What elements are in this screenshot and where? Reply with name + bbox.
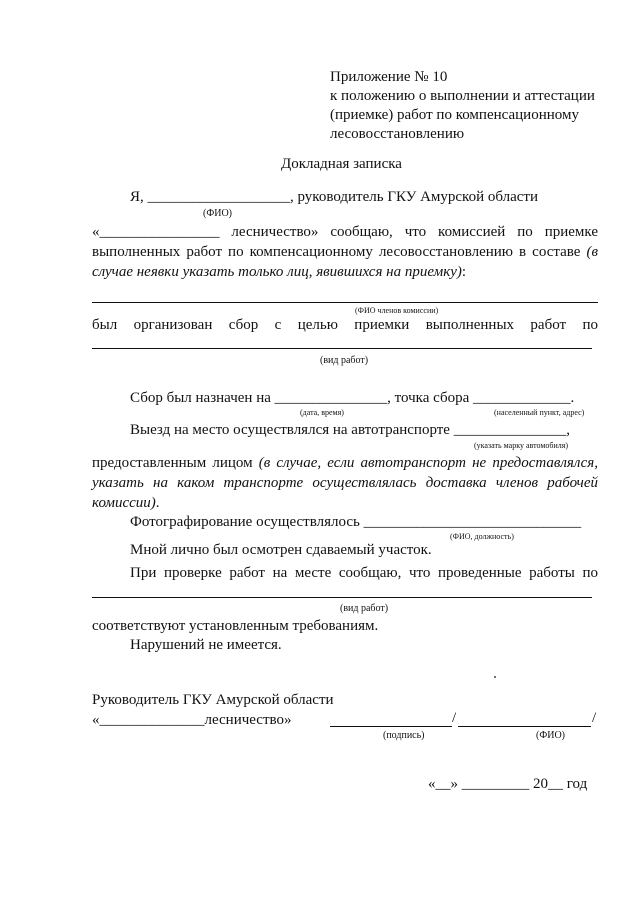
no-violations-line: Нарушений не имеется. bbox=[130, 637, 282, 653]
transport-note-end: комиссии) bbox=[92, 495, 156, 511]
stray-dot bbox=[494, 676, 496, 678]
signature-forestry: «______________лесничество» bbox=[92, 712, 292, 728]
appendix-subtitle-line: (приемке) работ по компенсационному bbox=[330, 107, 579, 123]
transport-note: (в случае, если автотранспорт не предоставлялся, bbox=[258, 455, 598, 471]
intro-line: Я, ___________________, руководитель ГКУ Амурской области bbox=[130, 189, 539, 205]
work-type-field[interactable] bbox=[92, 348, 592, 349]
organized-line: был организован сбор с целью приемки выполненных работ по bbox=[92, 317, 598, 333]
intro-colon: : bbox=[461, 264, 467, 280]
commission-caption: (ФИО членов комиссии) bbox=[355, 306, 439, 315]
work-type-field[interactable] bbox=[92, 597, 592, 598]
signature-fio-field[interactable] bbox=[458, 726, 591, 727]
transport-line bbox=[92, 455, 598, 472]
gathering-line: Сбор был назначен на _______________, точка сбора _____________. bbox=[130, 390, 575, 406]
photo-line: Фотографирование осуществлялось _____________________________ bbox=[130, 514, 582, 530]
appendix-subtitle-line: лесовосстановлению bbox=[330, 126, 465, 142]
appendix-title: Приложение № 10 bbox=[330, 69, 448, 85]
signature-caption: (подпись) bbox=[383, 730, 425, 741]
appendix-subtitle-line: к положению о выполнении и аттестации bbox=[330, 88, 595, 104]
photo-caption: (ФИО, должность) bbox=[450, 532, 514, 541]
document-title: Докладная записка bbox=[281, 156, 402, 172]
work-type-caption: (вид работ) bbox=[340, 603, 389, 614]
transport-note-line bbox=[92, 495, 160, 512]
fio-caption: (ФИО) bbox=[536, 730, 566, 741]
inspected-line: Мной лично был осмотрен сдаваемый участок. bbox=[130, 542, 432, 558]
transport-period: . bbox=[155, 495, 160, 511]
gathering-place-caption: (населенный пункт, адрес) bbox=[494, 408, 585, 417]
date-time-caption: (дата, время) bbox=[300, 408, 344, 417]
compliance-line: соответствуют установленным требованиям. bbox=[92, 618, 379, 634]
signature-field[interactable] bbox=[330, 726, 452, 727]
signature-role: Руководитель ГКУ Амурской области bbox=[92, 692, 334, 708]
intro-line-text: выполненных работ по компенсационному лесовосстановлению в составе bbox=[92, 244, 581, 260]
signature-slash-end: / bbox=[592, 710, 597, 726]
intro-line bbox=[92, 244, 598, 261]
signature-slash: / bbox=[452, 710, 457, 726]
fio-caption: (ФИО) bbox=[203, 208, 233, 219]
intro-line: «________________ лесничество» сообщаю, что комиссией по приемке bbox=[92, 224, 598, 240]
transport-text: предоставленным лицом bbox=[92, 455, 253, 471]
intro-note-start: (в bbox=[586, 244, 599, 260]
check-line: При проверке работ на месте сообщаю, что проведенные работы по bbox=[130, 565, 598, 581]
transport-note-line: указать на каком транспорте осуществлялась доставка членов рабочей bbox=[92, 475, 598, 491]
vehicle-caption: (указать марку автомобиля) bbox=[474, 441, 569, 450]
transport-line: Выезд на место осуществлялся на автотранспорте _______________, bbox=[130, 422, 570, 438]
work-type-caption: (вид работ) bbox=[320, 355, 369, 366]
intro-note: случае неявки указать только лиц, явившихся на приемку) bbox=[92, 264, 462, 280]
commission-members-field[interactable] bbox=[92, 302, 598, 303]
date-line: «__» _________ 20__ год bbox=[428, 776, 588, 792]
intro-line bbox=[92, 264, 466, 281]
